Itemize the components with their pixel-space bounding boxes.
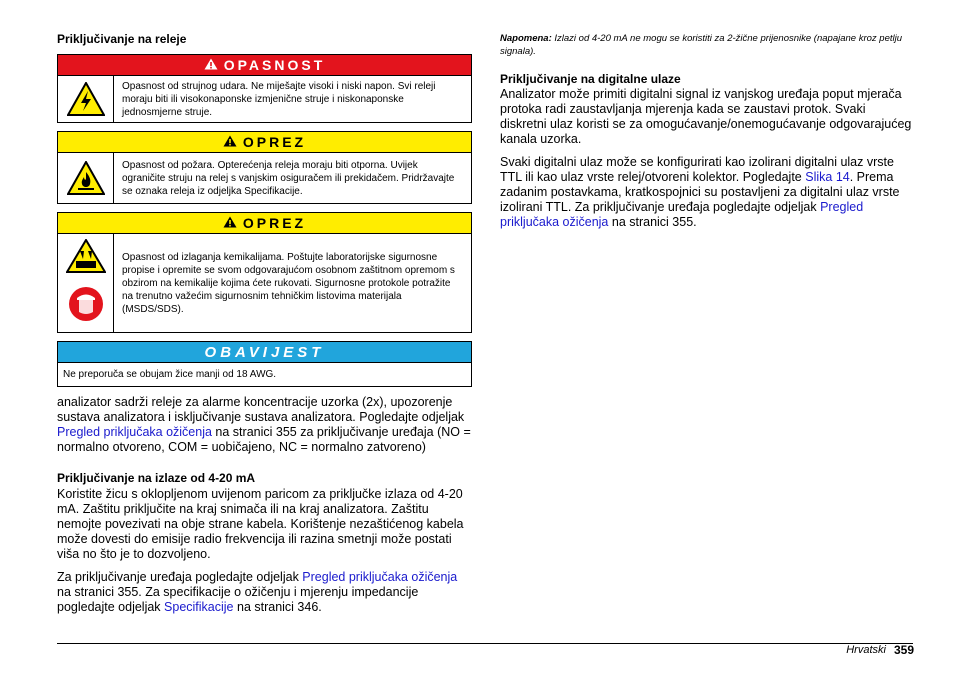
heading-inputs: Priključivanje na digitalne ulaze xyxy=(500,72,681,86)
caution-box-fire xyxy=(57,131,472,204)
right-column xyxy=(500,32,914,230)
caution-box-chemical xyxy=(57,212,472,333)
text-span: na stranici 355. xyxy=(608,215,697,229)
caution-header-1 xyxy=(58,132,471,153)
warning-triangle-icon xyxy=(204,57,218,73)
caution-text-2: Opasnost od izlaganja kemikalijama. Poštujte laboratorijske sigurnosne propise i opremite se svom odgovarajućom osobnom zaštitnom opremom s obzirom na kemikalije kojima ćete rukovati. Sigurnosne protokole potražite na trenutno važećim sigurnosnim tehničkim listovima materijala (MSDS/SDS). xyxy=(122,251,455,315)
outputs-paragraph: Koristite žicu s oklopljenom uvijenom paricom za priključke izlaza od 4-20 mA. Zaštitu priključite na kraj snimača ili na kraj analizatora. Zaštitu nemojte povezivati na obje strane kabela. Korištenje nezaštićenog kabela može dovesti do emisije radio frekvencija ili razina smetnji može postati viša no što je to dozvoljeno. xyxy=(57,487,464,561)
page-footer xyxy=(846,643,914,656)
note-text: Izlazi od 4-20 mA ne mogu se koristiti za 2-žične prijenosnike (napajane kroz petlju signala). xyxy=(500,33,903,57)
text-span: analizator sadrži releje za alarme koncentracije uzorka (2x), upozorenje sustava analizatora i isključivanje sustava analizatora. Pogledajte odjeljak xyxy=(57,395,465,424)
relays-paragraph xyxy=(57,395,472,455)
chemical-hazard-icon xyxy=(66,239,106,278)
figure-14-link[interactable]: Slika 14 xyxy=(805,170,850,184)
text-span: . Prema zadanim postavkama, kratkospojnici su postavljeni za digitalni ulaz vrste izolirani TTL. Za priključivanje uređaja pogledajte odjeljak xyxy=(500,170,900,214)
wiring-overview-link[interactable]: Pregled priključaka ožičenja xyxy=(302,570,458,584)
warning-triangle-icon xyxy=(223,215,237,231)
text-span: na stranici 346. xyxy=(233,600,322,614)
electrical-shock-icon xyxy=(58,76,114,122)
outputs-reference-paragraph xyxy=(57,570,472,615)
inputs-paragraph-2 xyxy=(500,155,914,230)
notice-label: OBAVIJEST xyxy=(204,343,325,361)
inputs-paragraph-1: Analizator može primiti digitalni signal iz vanjskog uređaja poput mjerača protoka radi zaustavljanja mjerenja kada se zaustavi protok. Svaki diskretni ulaz koristi se za omogućavanje/onemogućavanje odgovarajućeg kanala uzorka. xyxy=(500,87,912,146)
footer-divider xyxy=(57,643,913,644)
specifications-link[interactable]: Specifikacije xyxy=(164,600,234,614)
text-span: Za priključivanje uređaja pogledajte odjeljak xyxy=(57,570,303,584)
notice-header xyxy=(58,342,471,363)
heading-outputs: Priključivanje na izlaze od 4-20 mA xyxy=(57,471,256,485)
face-shield-icon xyxy=(68,286,104,327)
left-column xyxy=(57,32,472,615)
caution-label-1: OPREZ xyxy=(242,134,307,150)
warning-triangle-icon xyxy=(223,134,237,150)
danger-text: Opasnost od strujnog udara. Ne miješajte visoki i niski napon. Svi releji moraju biti ili visokonaponske izmjenične struje i niskonaponske jednosmjerne struje. xyxy=(122,80,436,118)
notice-text: Ne preporuča se obujam žice manji od 18 AWG. xyxy=(63,369,277,380)
danger-header xyxy=(58,55,471,76)
caution-text-1: Opasnost od požara. Opterećenja releja moraju biti otporna. Uvijek ograničite struju na relej s vanjskim osiguračem ili prekidačem. Pridržavajte se oznaka releja iz odjeljka Specifikacije. xyxy=(122,159,455,197)
text-span: Svaki digitalni ulaz može se konfigurirati kao izolirani digitalni ulaz vrste TTL ili kao ulaz vrste relej/otvoreni kolektor. Pogledajte xyxy=(500,155,894,184)
note xyxy=(500,32,914,58)
notice-box xyxy=(57,341,472,387)
fire-hazard-icon xyxy=(58,153,114,203)
danger-box xyxy=(57,54,472,123)
text-span: na stranici 355. Za specifikacije o ožičenju i mjerenju impedancije pogledajte odjeljak xyxy=(57,585,419,614)
heading-relays: Priključivanje na releje xyxy=(57,32,187,46)
footer-language: Hrvatski xyxy=(846,643,886,656)
text-span: na stranici 355 za priključivanje uređaja (NO = normalno otvoreno, COM = uobičajeno, NC = normalno zatvoreno) xyxy=(57,425,471,454)
caution-header-2 xyxy=(58,213,471,234)
danger-label: OPASNOST xyxy=(223,57,326,73)
wiring-overview-link[interactable]: Pregled priključaka ožičenja xyxy=(57,425,212,439)
caution-label-2: OPREZ xyxy=(242,215,307,231)
page-number: 359 xyxy=(893,642,914,657)
note-label: Napomena: xyxy=(500,33,552,44)
wiring-overview-link[interactable]: Pregled priključaka ožičenja xyxy=(500,200,864,229)
